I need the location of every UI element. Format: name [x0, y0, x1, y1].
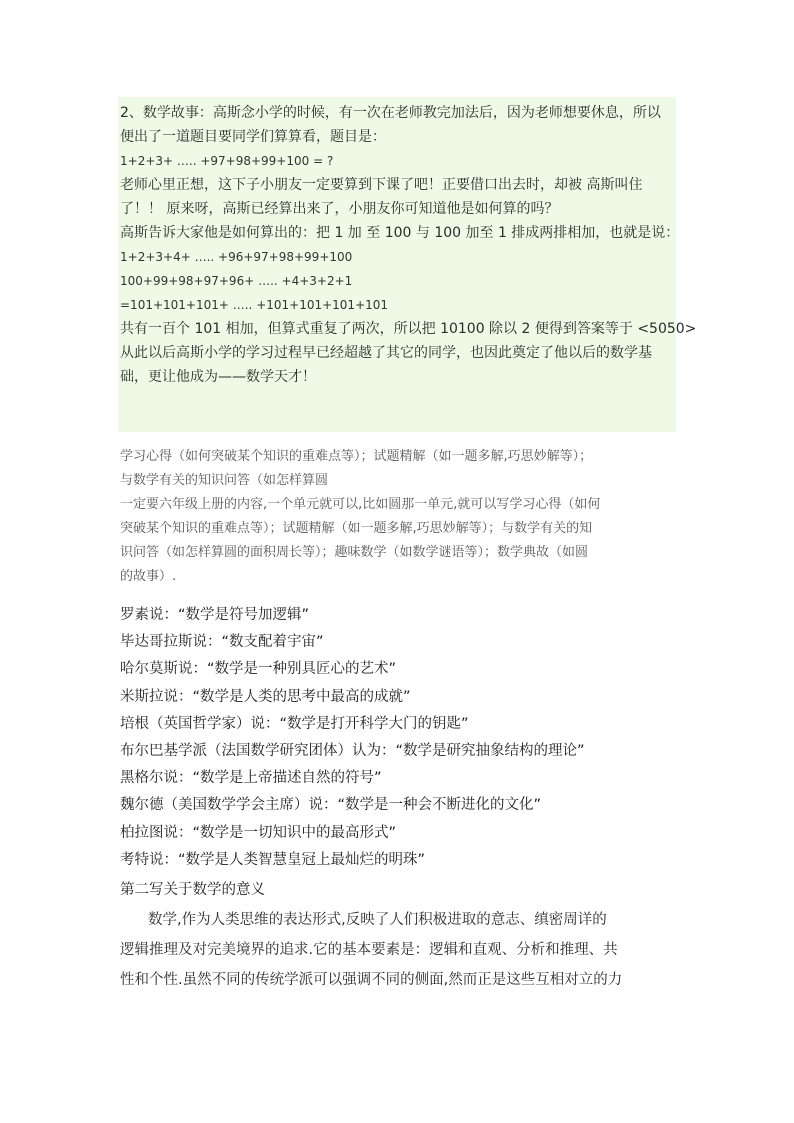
- quote-item: 柏拉图说：“数学是一切知识中的最高形式”: [120, 824, 397, 841]
- story-line: 础，更让他成为——数学天才！: [120, 369, 316, 385]
- quote-item: 考特说：“数学是人类智慧皇冠上最灿烂的明珠”: [120, 851, 426, 868]
- meaning-paragraph: [120, 905, 680, 995]
- story-line: 高斯告诉大家他是如何算出的：把 1 加 至 100 与 100 加至 1 排成两排相加，也就是说：: [120, 225, 680, 241]
- story-equation: =101+101+101+ ….. +101+101+101+101: [120, 298, 389, 312]
- quote-item: 米斯拉说：“数学是人类的思考中最高的成就”: [120, 688, 411, 705]
- story-line: 老师心里正想，这下子小朋友一定要算到下课了吧！正要借口出去时，却被 高斯叫住: [120, 177, 643, 193]
- story-line: 共有一百个 101 相加，但算式重复了两次，所以把 10100 除以 2 便得到答案等于 <5050>: [120, 321, 697, 337]
- paragraph-line: 数学,作为人类思维的表达形式,反映了人们积极进取的意志、缜密周详的: [148, 912, 607, 928]
- quote-item: 培根（英国哲学家）说：“数学是打开科学大门的钥匙”: [120, 715, 469, 732]
- paragraph-line: 性和个性.虽然不同的传统学派可以强调不同的侧面,然而正是这些互相对立的力: [120, 972, 623, 988]
- note-line: 突破某个知识的重难点等）；试题精解（如一题多解,巧思妙解等）；与数学有关的知: [120, 521, 593, 536]
- note-line: 的故事）.: [120, 569, 177, 584]
- quote-item: 黑格尔说：“数学是上帝描述自然的符号”: [120, 770, 382, 787]
- note-line: 与数学有关的知识问答（如怎样算圆: [120, 473, 329, 488]
- study-notes: [120, 445, 680, 589]
- section-title: 第二写关于数学的意义: [120, 882, 265, 898]
- note-line: 学习心得（如何突破某个知识的重难点等）；试题精解（如一题多解,巧思妙解等）；: [120, 449, 593, 464]
- quote-item: 布尔巴基学派（法国数学研究团体）认为：“数学是研究抽象结构的理论”: [120, 743, 585, 760]
- math-quotes-list: [120, 602, 680, 874]
- math-story-box: [118, 97, 697, 432]
- story-line: 便出了一道题目要同学们算算看，题目是：: [120, 129, 386, 145]
- quote-item: 毕达哥拉斯说：“数支配着宇宙”: [120, 634, 324, 651]
- story-line: 了！！ 原来呀，高斯已经算出来了，小朋友你可知道他是如何算的吗？: [120, 201, 559, 217]
- quote-item: 罗素说：“数学是符号加逻辑”: [120, 607, 310, 623]
- story-line: 从此以后高斯小学的学习过程早已经超越了其它的同学，也因此奠定了他以后的数学基: [120, 345, 652, 361]
- note-line: 一定要六年级上册的内容,一个单元就可以,比如圆那一单元,就可以写学习心得（如何: [120, 497, 601, 512]
- paragraph-line: 逻辑推理及对完美境界的追求.它的基本要素是：逻辑和直观、分析和推理、共: [120, 942, 618, 958]
- story-equation: 1+2+3+ ….. +97+98+99+100 = ?: [120, 154, 334, 168]
- story-line: 2、数学故事：高斯念小学的时候，有一次在老师教完加法后，因为老师想要休息，所以: [120, 105, 661, 121]
- quote-item: 哈尔莫斯说：“数学是一种别具匠心的艺术”: [120, 661, 397, 678]
- quote-item: 魏尔德（美国数学学会主席）说：“数学是一种会不断进化的文化”: [120, 797, 542, 814]
- story-equation: 1+2+3+4+ ….. +96+97+98+99+100: [120, 250, 353, 264]
- note-line: 识问答（如怎样算圆的面积周长等）；趣味数学（如数学谜语等）；数学典故（如圆: [120, 545, 589, 560]
- story-equation: 100+99+98+97+96+ ….. +4+3+2+1: [120, 274, 353, 288]
